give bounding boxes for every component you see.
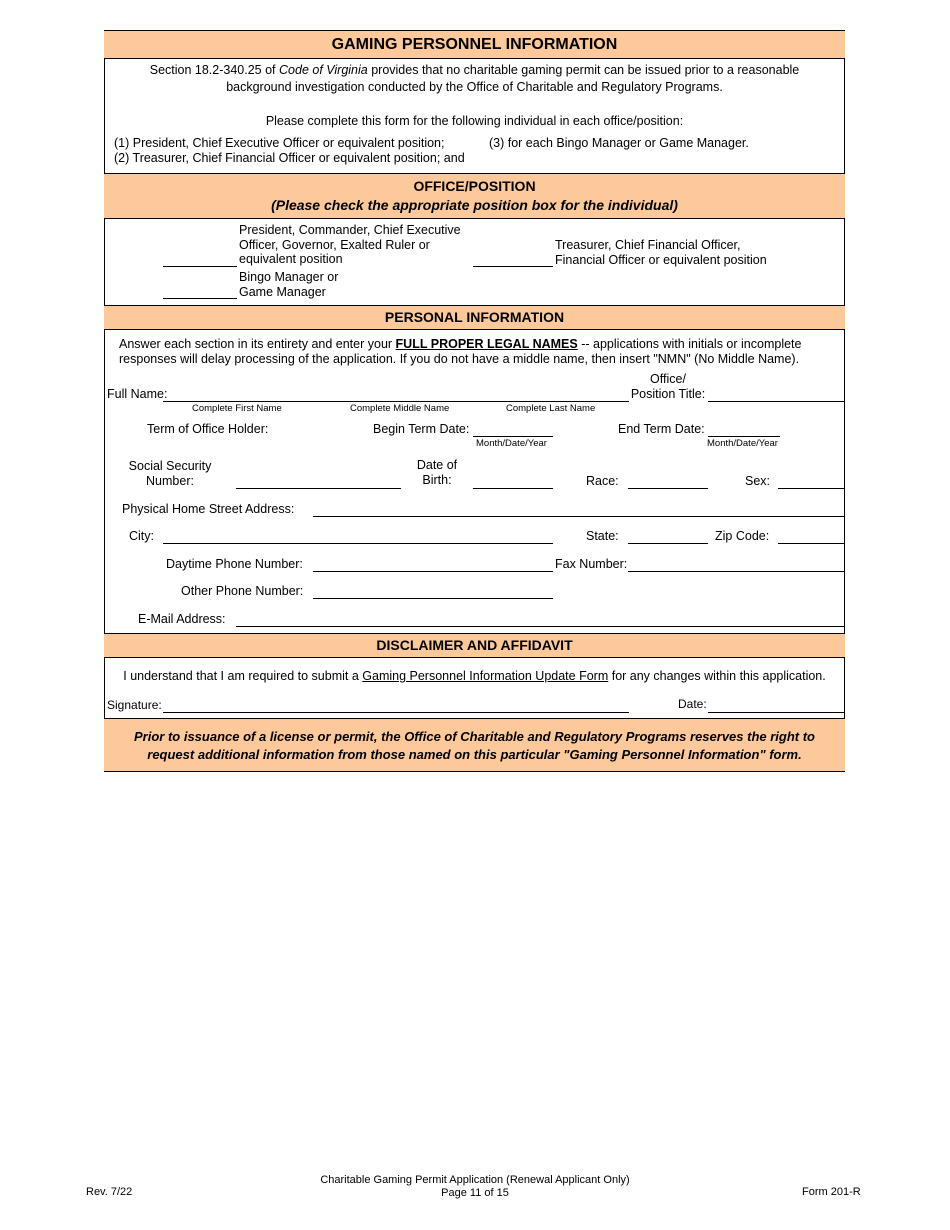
zip-input[interactable] — [778, 543, 844, 544]
border-bottom — [104, 771, 845, 772]
end-term-label: End Term Date: — [618, 422, 705, 436]
divider — [104, 657, 845, 658]
other-phone-label: Other Phone Number: — [181, 584, 304, 598]
form-number: Form 201-R — [802, 1186, 861, 1198]
update-form-link[interactable]: Gaming Personnel Information Update Form — [362, 669, 609, 683]
day-phone-input[interactable] — [313, 571, 553, 572]
last-name-caption: Complete Last Name — [506, 403, 596, 414]
form-border-left — [104, 30, 105, 772]
begin-term-caption: Month/Date/Year — [476, 438, 547, 449]
dob-input[interactable] — [473, 488, 553, 489]
please-complete: Please complete this form for the following individual in each office/position: — [265, 114, 684, 128]
middle-name-caption: Complete Middle Name — [350, 403, 450, 414]
email-label: E-Mail Address: — [138, 612, 226, 626]
state-input[interactable] — [628, 543, 708, 544]
city-input[interactable] — [163, 543, 553, 544]
disclaimer-text: I understand that I am required to submit a Gaming Personnel Information Update Form for any changes within this application. — [123, 669, 826, 683]
label-treasurer: Treasurer, Chief Financial Officer, Financial Officer or equivalent position — [555, 238, 767, 267]
ssn-label: Social Security Number: — [128, 459, 212, 488]
sex-label: Sex: — [745, 474, 771, 488]
checkbox-bingo-manager[interactable] — [163, 298, 237, 299]
section-header-disclaimer: DISCLAIMER AND AFFIDAVIT — [104, 634, 845, 657]
address-input[interactable] — [313, 516, 844, 517]
begin-term-input[interactable] — [473, 436, 553, 437]
fax-input[interactable] — [628, 571, 844, 572]
position-item-3: (3) for each Bingo Manager or Game Manager. — [489, 136, 749, 150]
first-name-caption: Complete First Name — [192, 403, 282, 414]
race-label: Race: — [586, 474, 619, 488]
end-term-input[interactable] — [708, 436, 780, 437]
instructions-line-2: responses will delay processing of the application. If you do not have a middle name, then insert "NMN" (No Middle Name). — [119, 352, 800, 366]
address-label: Physical Home Street Address: — [122, 502, 295, 516]
day-phone-label: Daytime Phone Number: — [166, 557, 303, 571]
divider — [104, 329, 845, 330]
sex-input[interactable] — [778, 488, 844, 489]
label-bingo-manager: Bingo Manager or Game Manager — [239, 270, 339, 299]
notice-banner: Prior to issuance of a license or permit, the Office of Charitable and Regulatory Programs reserves the right to request additional information from those named on this particular "Gaming Personnel Information" form. — [104, 719, 845, 771]
zip-label: Zip Code: — [715, 529, 770, 543]
divider — [104, 218, 845, 219]
position-item-2: (2) Treasurer, Chief Financial Officer or equivalent position; and — [114, 151, 465, 165]
full-name-input[interactable] — [163, 401, 629, 402]
date-label: Date: — [678, 697, 707, 711]
email-input[interactable] — [236, 626, 844, 627]
position-item-1: (1) President, Chief Executive Officer or equivalent position; — [114, 136, 445, 150]
divider — [104, 58, 845, 59]
city-label: City: — [129, 529, 154, 543]
revision: Rev. 7/22 — [86, 1186, 133, 1198]
full-name-label: Full Name: — [107, 387, 168, 401]
date-input[interactable] — [708, 712, 844, 713]
office-title-label: Office/ Position Title: — [630, 372, 706, 401]
intro-line-2: background investigation conducted by the Office of Charitable and Regulatory Programs. — [226, 80, 723, 94]
signature-label: Signature: — [107, 698, 162, 712]
page-number: Page 11 of 15 — [441, 1187, 509, 1199]
intro-line-1: Section 18.2-340.25 of Code of Virginia provides that no charitable gaming permit can be issued prior to a reasonable — [149, 63, 800, 77]
state-label: State: — [586, 529, 619, 543]
section-header-office-position: OFFICE/POSITION (Please check the appropriate position box for the individual) — [104, 174, 845, 218]
fax-label: Fax Number: — [555, 557, 628, 571]
checkbox-president[interactable] — [163, 266, 237, 267]
section-header-personal-information: PERSONAL INFORMATION — [104, 306, 845, 329]
page-title: GAMING PERSONNEL INFORMATION — [331, 36, 618, 53]
instructions-line-1: Answer each section in its entirety and enter your FULL PROPER LEGAL NAMES -- applications with initials or incomplete — [119, 337, 802, 351]
footer-title: Charitable Gaming Permit Application (Renewal Applicant Only) Page 11 of 15 — [275, 1174, 675, 1200]
checkbox-treasurer[interactable] — [473, 266, 553, 267]
form-border-right — [844, 30, 845, 772]
end-term-caption: Month/Date/Year — [707, 438, 778, 449]
section-header-gaming-personnel — [104, 31, 845, 58]
label-president: President, Commander, Chief Executive Officer, Governor, Exalted Ruler or equivalent position — [239, 223, 461, 266]
race-input[interactable] — [628, 488, 708, 489]
dob-label: Date of Birth: — [416, 458, 458, 487]
other-phone-input[interactable] — [313, 598, 553, 599]
term-label: Term of Office Holder: — [147, 422, 269, 436]
signature-input[interactable] — [163, 712, 629, 713]
begin-term-label: Begin Term Date: — [373, 422, 470, 436]
office-title-input[interactable] — [708, 401, 844, 402]
ssn-input[interactable] — [236, 488, 401, 489]
